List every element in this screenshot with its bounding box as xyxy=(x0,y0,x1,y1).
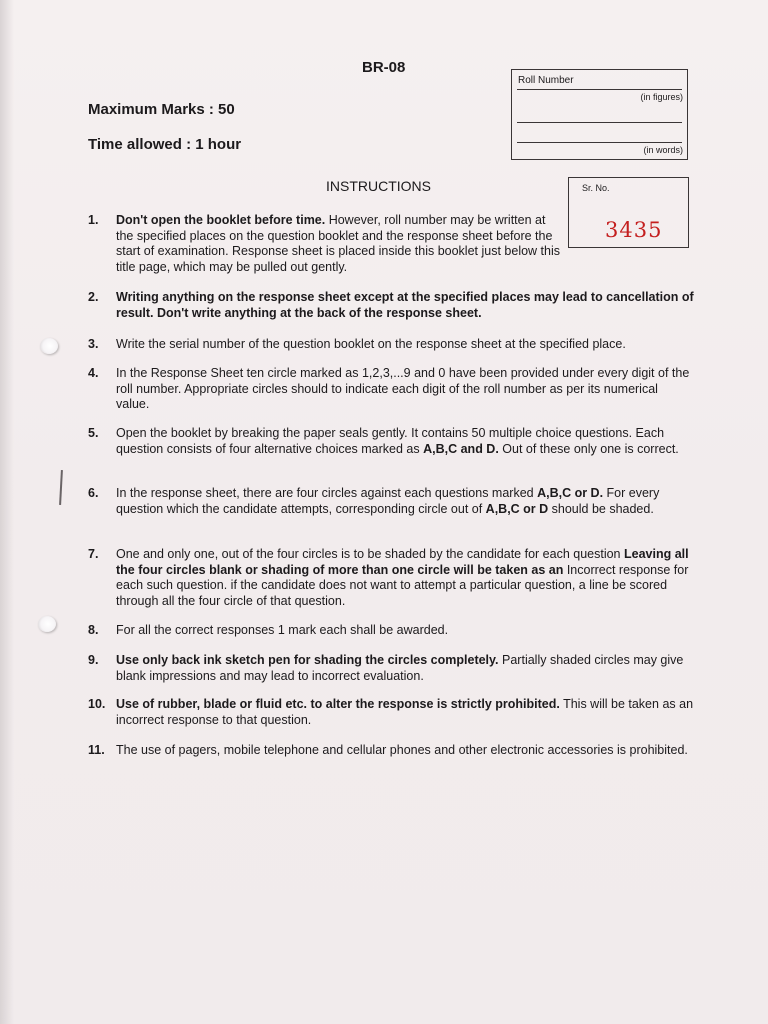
instruction-item-7: 7. One and only one, out of the four circles is to be shaded by the candidate for each question Leaving all the four circles blank or shading of more than one circle will be taken as an Incorrect response for each such question. if the candidate does not want to attempt a particular question, a line be scored through all the four circle of that question. xyxy=(88,547,689,608)
instruction-item-2: 2. Writing anything on the response sheet except at the specified places may lead to cancellation of result. Don't write anything at the back of the response sheet. xyxy=(88,290,694,320)
punch-hole-bottom xyxy=(38,616,56,632)
roll-words-line xyxy=(517,122,682,123)
serial-number-box xyxy=(568,177,689,248)
punch-hole-top xyxy=(40,338,58,354)
instruction-item-1: 1. Don't open the booklet before time. However, roll number may be written at the specified places on the question booklet and the response sheet before the start of examination. Response sheet is placed inside this booklet just below this title page, which may be pulled out gently. xyxy=(88,213,560,274)
roll-figures-line xyxy=(517,89,682,90)
serial-number-label: Sr. No. xyxy=(582,183,610,193)
instruction-item-3: 3. Write the serial number of the question booklet on the response sheet at the specified place. xyxy=(88,337,626,351)
roll-number-label: Roll Number xyxy=(518,75,574,86)
instruction-item-10: 10. Use of rubber, blade or fluid etc. to alter the response is strictly prohibited. This will be taken as an incorrect response to that question. xyxy=(88,697,694,727)
instruction-item-8: 8. For all the correct responses 1 mark each shall be awarded. xyxy=(88,623,449,637)
roll-words-hint: (in words) xyxy=(643,145,683,155)
serial-number-value: 3435 xyxy=(605,218,663,242)
instructions-heading: INSTRUCTIONS xyxy=(326,178,431,194)
instruction-item-11: 11. The use of pagers, mobile telephone and cellular phones and other electronic accessories is prohibited. xyxy=(88,743,688,757)
roll-figures-hint: (in figures) xyxy=(640,92,683,102)
instruction-item-9: 9. Use only back ink sketch pen for shading the circles completely. Partially shaded circles may give blank impressions and may lead to incorrect evaluation. xyxy=(88,653,684,683)
page-edge-shadow xyxy=(0,0,14,1024)
instruction-item-5: 5. Open the booklet by breaking the paper seals gently. It contains 50 multiple choice questions. Each question consists of four alternative choices marked as A,B,C and D. Out of these only one is correct. xyxy=(88,426,679,456)
roll-words-line-2 xyxy=(517,142,682,143)
instruction-item-6: 6. In the response sheet, there are four circles against each questions marked A,B,C or D. For every question which the candidate attempts, corresponding circle out of A,B,C or D should be shaded. xyxy=(88,486,660,516)
maximum-marks: Maximum Marks : 50 xyxy=(88,101,235,118)
time-allowed: Time allowed : 1 hour xyxy=(88,136,242,153)
roll-number-box xyxy=(511,69,688,160)
booklet-code: BR-08 xyxy=(362,59,406,76)
instruction-item-4: 4. In the Response Sheet ten circle marked as 1,2,3,...9 and 0 have been provided under every digit of the roll number. Appropriate circles should to indicate each digit of the roll number as per its numerical value. xyxy=(88,366,690,411)
